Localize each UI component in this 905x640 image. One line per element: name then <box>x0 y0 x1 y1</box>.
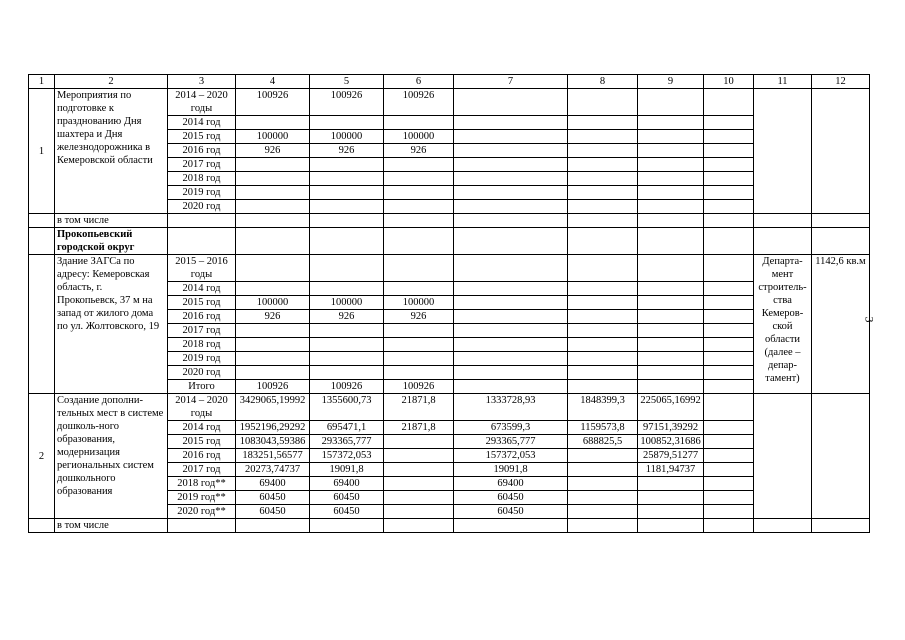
empty-cell <box>568 519 638 533</box>
empty-cell <box>384 228 454 255</box>
value-cell <box>568 310 638 324</box>
column-number-header: 9 <box>638 75 704 89</box>
value-cell <box>704 310 754 324</box>
value-cell: 293365,777 <box>454 435 568 449</box>
value-cell <box>454 310 568 324</box>
value-cell <box>638 324 704 338</box>
value-cell <box>454 380 568 394</box>
customer-cell: Департа-мент строитель-ства Кемеров-ской области (далее – депар-тамент) <box>754 255 812 394</box>
value-cell: 100000 <box>384 296 454 310</box>
value-cell <box>638 158 704 172</box>
value-cell: 25879,51277 <box>638 449 704 463</box>
empty-cell <box>384 519 454 533</box>
value-cell: 97151,39292 <box>638 421 704 435</box>
value-cell: 100000 <box>310 130 384 144</box>
value-cell: 1159573,8 <box>568 421 638 435</box>
value-cell <box>384 282 454 296</box>
value-cell <box>568 200 638 214</box>
value-cell <box>310 282 384 296</box>
section2-row <box>29 394 870 421</box>
value-cell <box>384 505 454 519</box>
value-cell: 60450 <box>310 491 384 505</box>
value-cell <box>384 338 454 352</box>
value-cell <box>236 352 310 366</box>
empty-cell <box>168 214 236 228</box>
value-cell <box>236 172 310 186</box>
value-cell <box>568 338 638 352</box>
value-cell <box>454 324 568 338</box>
value-cell <box>704 200 754 214</box>
value-cell <box>638 505 704 519</box>
value-cell <box>704 352 754 366</box>
column-number-header: 3 <box>168 75 236 89</box>
period-cell: 2020 год <box>168 200 236 214</box>
value-cell: 673599,3 <box>454 421 568 435</box>
value-cell <box>638 477 704 491</box>
value-cell <box>384 172 454 186</box>
value-cell <box>568 89 638 116</box>
value-cell <box>638 352 704 366</box>
value-cell <box>384 463 454 477</box>
value-cell <box>638 338 704 352</box>
empty-cell <box>29 228 55 255</box>
in-that-number-label: в том числе <box>55 519 168 533</box>
value-cell: 1952196,29292 <box>236 421 310 435</box>
value-cell: 100852,31686 <box>638 435 704 449</box>
period-cell: 2017 год <box>168 463 236 477</box>
value-cell <box>454 200 568 214</box>
value-cell <box>704 421 754 435</box>
value-cell: 100926 <box>310 89 384 116</box>
value-cell <box>638 89 704 116</box>
value-cell <box>384 186 454 200</box>
empty-cell <box>704 214 754 228</box>
value-cell <box>384 491 454 505</box>
period-cell: 2014 год <box>168 421 236 435</box>
value-cell: 21871,8 <box>384 394 454 421</box>
empty-cell <box>236 228 310 255</box>
period-cell: 2019 год <box>168 352 236 366</box>
value-cell <box>454 338 568 352</box>
value-cell <box>454 352 568 366</box>
value-cell <box>704 435 754 449</box>
empty-cell <box>638 228 704 255</box>
value-cell: 69400 <box>310 477 384 491</box>
value-cell: 157372,053 <box>310 449 384 463</box>
value-cell <box>568 144 638 158</box>
value-cell <box>568 380 638 394</box>
empty-cell <box>384 214 454 228</box>
value-cell: 1355600,73 <box>310 394 384 421</box>
value-cell <box>638 380 704 394</box>
value-cell: 1083043,59386 <box>236 435 310 449</box>
value-cell <box>236 366 310 380</box>
value-cell <box>704 158 754 172</box>
empty-cell <box>754 228 812 255</box>
value-cell: 688825,5 <box>568 435 638 449</box>
value-cell <box>310 352 384 366</box>
value-cell <box>704 296 754 310</box>
period-cell: 2018 год <box>168 172 236 186</box>
empty-cell <box>568 214 638 228</box>
value-cell <box>310 366 384 380</box>
value-cell: 926 <box>310 144 384 158</box>
value-cell <box>310 116 384 130</box>
value-cell: 3429065,19992 <box>236 394 310 421</box>
value-cell <box>454 89 568 116</box>
value-cell <box>704 130 754 144</box>
value-cell: 100000 <box>236 130 310 144</box>
measure-name: Создание дополни-тельных мест в системе дошколь-ного образования, модернизация региональных систем дошкольного образования <box>55 394 168 519</box>
value-cell <box>704 463 754 477</box>
value-cell <box>638 200 704 214</box>
value-cell <box>704 186 754 200</box>
period-cell: Итого <box>168 380 236 394</box>
value-cell <box>568 116 638 130</box>
value-cell: 225065,16992 <box>638 394 704 421</box>
value-cell <box>384 116 454 130</box>
column-number-header: 7 <box>454 75 568 89</box>
value-cell <box>568 366 638 380</box>
value-cell <box>454 144 568 158</box>
value-cell <box>236 324 310 338</box>
empty-cell <box>236 214 310 228</box>
budget-table <box>28 74 870 533</box>
value-cell <box>704 380 754 394</box>
period-cell: 2014 – 2020 годы <box>168 394 236 421</box>
in-that-number-row <box>29 214 870 228</box>
empty-cell <box>236 519 310 533</box>
value-cell: 69400 <box>236 477 310 491</box>
value-cell <box>310 338 384 352</box>
value-cell <box>568 130 638 144</box>
value-cell <box>384 324 454 338</box>
period-cell: 2016 год <box>168 449 236 463</box>
value-cell <box>704 144 754 158</box>
value-cell <box>568 296 638 310</box>
value-cell <box>638 296 704 310</box>
value-cell: 20273,74737 <box>236 463 310 477</box>
value-cell <box>568 324 638 338</box>
value-cell <box>454 186 568 200</box>
empty-cell <box>704 519 754 533</box>
value-cell <box>384 477 454 491</box>
in-that-number-label: в том числе <box>55 214 168 228</box>
district-row <box>29 228 870 255</box>
capacity-cell <box>812 89 870 214</box>
value-cell: 19091,8 <box>310 463 384 477</box>
empty-cell <box>310 214 384 228</box>
value-cell <box>384 366 454 380</box>
value-cell <box>310 324 384 338</box>
empty-cell <box>310 519 384 533</box>
row-number: 1 <box>29 89 55 214</box>
value-cell <box>454 116 568 130</box>
period-cell: 2019 год** <box>168 491 236 505</box>
empty-cell <box>812 228 870 255</box>
period-cell: 2015 год <box>168 130 236 144</box>
empty-cell <box>29 255 55 394</box>
empty-cell <box>454 519 568 533</box>
value-cell <box>310 200 384 214</box>
period-cell: 2016 год <box>168 144 236 158</box>
value-cell <box>638 144 704 158</box>
period-cell: 2014 – 2020 годы <box>168 89 236 116</box>
value-cell <box>704 89 754 116</box>
value-cell: 100926 <box>310 380 384 394</box>
value-cell: 1181,94737 <box>638 463 704 477</box>
period-cell: 2014 год <box>168 116 236 130</box>
object-name: Здание ЗАГСа по адресу: Кемеровская область, г. Прокопьевск, 37 м на запад от жилого дома по ул. Жолтовского, 19 <box>55 255 168 394</box>
value-cell <box>568 505 638 519</box>
column-number-header: 4 <box>236 75 310 89</box>
value-cell: 100926 <box>236 89 310 116</box>
value-cell <box>454 296 568 310</box>
value-cell: 60450 <box>236 505 310 519</box>
value-cell: 60450 <box>236 491 310 505</box>
column-number-header: 6 <box>384 75 454 89</box>
period-cell: 2015 – 2016 годы <box>168 255 236 282</box>
value-cell <box>638 255 704 282</box>
empty-cell <box>168 519 236 533</box>
value-cell <box>236 255 310 282</box>
value-cell <box>568 463 638 477</box>
value-cell <box>310 172 384 186</box>
period-cell: 2020 год <box>168 366 236 380</box>
column-number-header: 1 <box>29 75 55 89</box>
object-row <box>29 255 870 282</box>
value-cell <box>704 116 754 130</box>
value-cell <box>638 130 704 144</box>
value-cell <box>236 282 310 296</box>
value-cell <box>568 255 638 282</box>
empty-cell <box>454 214 568 228</box>
value-cell: 926 <box>384 310 454 324</box>
period-cell: 2015 год <box>168 296 236 310</box>
period-cell: 2015 год <box>168 435 236 449</box>
value-cell <box>454 130 568 144</box>
value-cell: 100000 <box>236 296 310 310</box>
period-cell: 2017 год <box>168 324 236 338</box>
value-cell <box>310 158 384 172</box>
value-cell <box>384 158 454 172</box>
value-cell: 100000 <box>310 296 384 310</box>
empty-cell <box>310 228 384 255</box>
value-cell <box>384 200 454 214</box>
period-cell: 2018 год** <box>168 477 236 491</box>
customer-cell <box>754 89 812 214</box>
value-cell <box>384 255 454 282</box>
empty-cell <box>754 519 812 533</box>
value-cell <box>568 449 638 463</box>
value-cell: 926 <box>236 144 310 158</box>
value-cell <box>384 435 454 449</box>
value-cell: 19091,8 <box>454 463 568 477</box>
value-cell: 100926 <box>236 380 310 394</box>
period-cell: 2019 год <box>168 186 236 200</box>
column-number-header: 5 <box>310 75 384 89</box>
value-cell <box>638 310 704 324</box>
value-cell <box>704 172 754 186</box>
value-cell: 1848399,3 <box>568 394 638 421</box>
value-cell <box>236 158 310 172</box>
period-cell: 2020 год** <box>168 505 236 519</box>
value-cell <box>704 255 754 282</box>
value-cell: 69400 <box>454 477 568 491</box>
column-number-header: 10 <box>704 75 754 89</box>
empty-cell <box>29 214 55 228</box>
empty-cell <box>812 519 870 533</box>
header-row <box>29 75 870 89</box>
value-cell: 21871,8 <box>384 421 454 435</box>
empty-cell <box>638 519 704 533</box>
value-cell <box>704 282 754 296</box>
value-cell: 293365,777 <box>310 435 384 449</box>
value-cell <box>568 491 638 505</box>
value-cell <box>704 324 754 338</box>
period-cell: 2017 год <box>168 158 236 172</box>
value-cell <box>704 491 754 505</box>
section1-row <box>29 89 870 116</box>
value-cell <box>310 186 384 200</box>
value-cell: 60450 <box>454 491 568 505</box>
column-number-header: 8 <box>568 75 638 89</box>
value-cell <box>384 352 454 366</box>
customer-cell <box>754 394 812 519</box>
period-cell: 2018 год <box>168 338 236 352</box>
value-cell <box>638 116 704 130</box>
value-cell <box>638 172 704 186</box>
value-cell: 100000 <box>384 130 454 144</box>
value-cell <box>704 449 754 463</box>
value-cell <box>454 366 568 380</box>
value-cell <box>454 282 568 296</box>
in-that-number-row <box>29 519 870 533</box>
value-cell <box>568 172 638 186</box>
empty-cell <box>168 228 236 255</box>
value-cell: 695471,1 <box>310 421 384 435</box>
value-cell <box>236 186 310 200</box>
value-cell: 157372,053 <box>454 449 568 463</box>
value-cell <box>454 158 568 172</box>
empty-cell <box>754 214 812 228</box>
value-cell: 100926 <box>384 89 454 116</box>
value-cell: 926 <box>236 310 310 324</box>
value-cell: 183251,56577 <box>236 449 310 463</box>
value-cell <box>384 449 454 463</box>
district-name: Прокопьевский городской округ <box>55 228 168 255</box>
capacity-cell: 1142,6 кв.м <box>812 255 870 394</box>
value-cell <box>704 338 754 352</box>
empty-cell <box>638 214 704 228</box>
value-cell <box>454 172 568 186</box>
value-cell <box>236 338 310 352</box>
period-cell: 2016 год <box>168 310 236 324</box>
empty-cell <box>568 228 638 255</box>
empty-cell <box>704 228 754 255</box>
page-number: 3 <box>862 316 877 323</box>
column-number-header: 11 <box>754 75 812 89</box>
value-cell <box>704 394 754 421</box>
value-cell: 1333728,93 <box>454 394 568 421</box>
value-cell <box>568 352 638 366</box>
value-cell <box>638 491 704 505</box>
value-cell: 100926 <box>384 380 454 394</box>
value-cell <box>568 186 638 200</box>
value-cell <box>568 282 638 296</box>
measure-name: Мероприятия по подготовке к празднованию Дня шахтера и Дня железнодорожника в Кемеровской области <box>55 89 168 214</box>
value-cell <box>704 477 754 491</box>
value-cell: 60450 <box>454 505 568 519</box>
value-cell <box>568 477 638 491</box>
value-cell <box>638 186 704 200</box>
row-number: 2 <box>29 394 55 519</box>
value-cell <box>638 282 704 296</box>
empty-cell <box>454 228 568 255</box>
column-number-header: 12 <box>812 75 870 89</box>
value-cell <box>568 158 638 172</box>
value-cell <box>704 366 754 380</box>
value-cell <box>236 116 310 130</box>
value-cell <box>236 200 310 214</box>
value-cell: 926 <box>384 144 454 158</box>
value-cell: 60450 <box>310 505 384 519</box>
capacity-cell <box>812 394 870 519</box>
value-cell <box>310 255 384 282</box>
empty-cell <box>812 214 870 228</box>
value-cell <box>454 255 568 282</box>
column-number-header: 2 <box>55 75 168 89</box>
empty-cell <box>29 519 55 533</box>
value-cell: 926 <box>310 310 384 324</box>
period-cell: 2014 год <box>168 282 236 296</box>
value-cell <box>704 505 754 519</box>
value-cell <box>638 366 704 380</box>
